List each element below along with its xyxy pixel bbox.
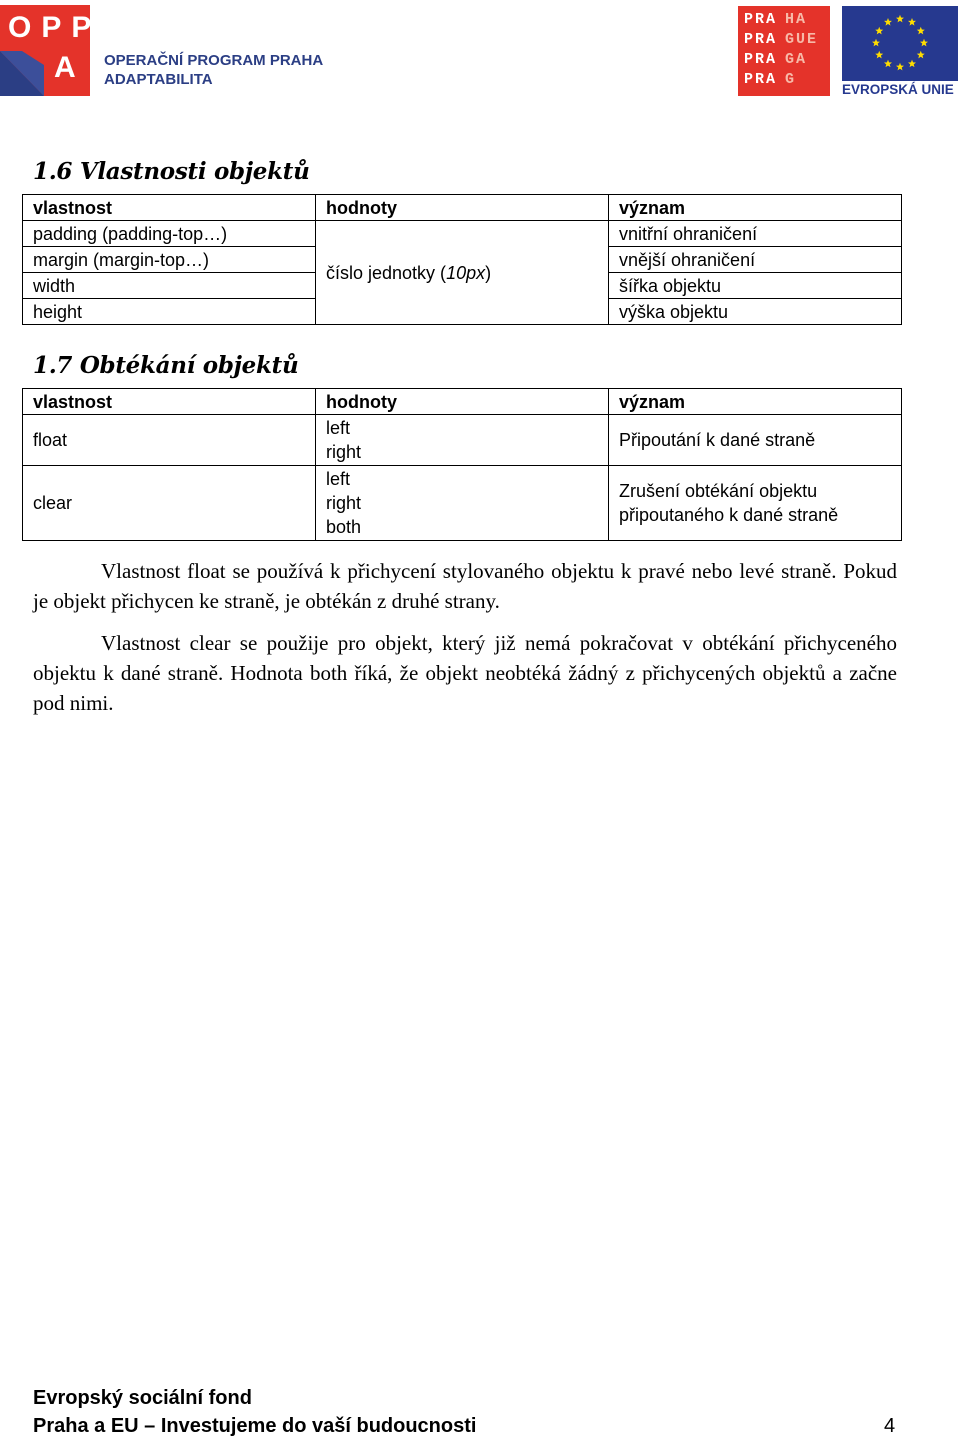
table-row <box>23 221 902 247</box>
footer-slogan: Praha a EU – Investujeme do vaší budoucnosti <box>33 1415 477 1437</box>
praha-logo-text <box>744 10 818 90</box>
column-header-hodnoty: hodnoty <box>316 389 609 415</box>
value-suffix: ) <box>485 262 492 283</box>
page-number: 4 <box>884 1415 896 1437</box>
value-prefix: číslo jednotky ( <box>326 262 447 283</box>
eu-label: EVROPSKÁ UNIE <box>842 82 954 97</box>
cell-meaning: výška objektu <box>609 299 902 325</box>
meaning-line: Připoutání k dané straně <box>619 430 816 450</box>
table-row <box>23 415 902 466</box>
table-vlastnosti-objektu <box>22 194 902 325</box>
paragraph-clear: Vlastnost clear se použije pro objekt, který již nemá pokračovat v obtékání přichyceného objektu k dané straně. Hodnota both říká, že objekt neobtéká žádný z přichycených objektů a začne pod nimi. <box>33 631 897 715</box>
cell-property: clear <box>23 466 316 541</box>
praha-logo-word: PRA <box>744 31 778 48</box>
cell-property: padding (padding-top…) <box>23 221 316 247</box>
praha-logo-row <box>744 70 818 90</box>
table-row <box>23 466 902 541</box>
value-item: right <box>326 493 362 513</box>
cell-meaning: vnější ohraničení <box>609 247 902 273</box>
praha-logo-word: PRA <box>744 71 778 88</box>
cell-meaning: šířka objektu <box>609 273 902 299</box>
cell-property: float <box>23 415 316 466</box>
meaning-line: připoutaného k dané straně <box>619 505 839 525</box>
table-header-row <box>23 389 902 415</box>
paragraph-float: Vlastnost float se používá k přichycení stylovaného objektu k pravé nebo levé straně. Pokud je objekt přichycen ke straně, je obtékán z druhé strany. <box>33 559 897 613</box>
praha-logo <box>738 6 830 96</box>
cell-values <box>316 415 609 466</box>
column-header-hodnoty: hodnoty <box>316 195 609 221</box>
eu-logo <box>842 6 958 98</box>
cell-meaning <box>609 466 902 541</box>
praha-logo-row <box>744 10 818 30</box>
opp-title <box>104 51 323 89</box>
cell-shared-value <box>316 221 609 325</box>
footer-fund: Evropský sociální fond <box>33 1387 252 1409</box>
opp-letters-row2: A <box>54 51 86 84</box>
meaning-line: Zrušení obtékání objektu <box>619 481 818 501</box>
cell-property: width <box>23 273 316 299</box>
praha-logo-row <box>744 30 818 50</box>
value-unit: 10px <box>446 262 486 283</box>
cell-property: margin (margin-top…) <box>23 247 316 273</box>
praha-logo-word: GA <box>785 51 808 68</box>
opp-letters <box>8 13 101 83</box>
cell-meaning <box>609 415 902 466</box>
praha-logo-row <box>744 50 818 70</box>
value-item: left <box>326 469 351 489</box>
cell-property: height <box>23 299 316 325</box>
opp-title-line1: OPERAČNÍ PROGRAM PRAHA <box>104 52 324 69</box>
value-item: right <box>326 442 362 462</box>
heading-1-6: 1.6 Vlastnosti objektů <box>33 158 310 185</box>
praha-logo-word: G <box>785 71 797 88</box>
table-header-row <box>23 195 902 221</box>
praha-logo-word: GUE <box>785 31 819 48</box>
table-obtekani-objektu <box>22 388 902 541</box>
column-header-vlastnost: vlastnost <box>23 389 316 415</box>
opp-letters-row1: OPP <box>8 11 102 44</box>
opp-logo <box>0 5 340 97</box>
value-item: left <box>326 418 351 438</box>
heading-1-7: 1.7 Obtékání objektů <box>33 352 299 379</box>
column-header-vyznam: význam <box>609 195 902 221</box>
cell-values <box>316 466 609 541</box>
value-item: both <box>326 517 362 537</box>
eu-flag-icon <box>842 6 958 81</box>
praha-logo-word: PRA <box>744 51 778 68</box>
opp-title-line2: ADAPTABILITA <box>104 71 213 88</box>
praha-logo-word: HA <box>785 11 808 28</box>
column-header-vlastnost: vlastnost <box>23 195 316 221</box>
cell-meaning: vnitřní ohraničení <box>609 221 902 247</box>
praha-logo-word: PRA <box>744 11 778 28</box>
column-header-vyznam: význam <box>609 389 902 415</box>
